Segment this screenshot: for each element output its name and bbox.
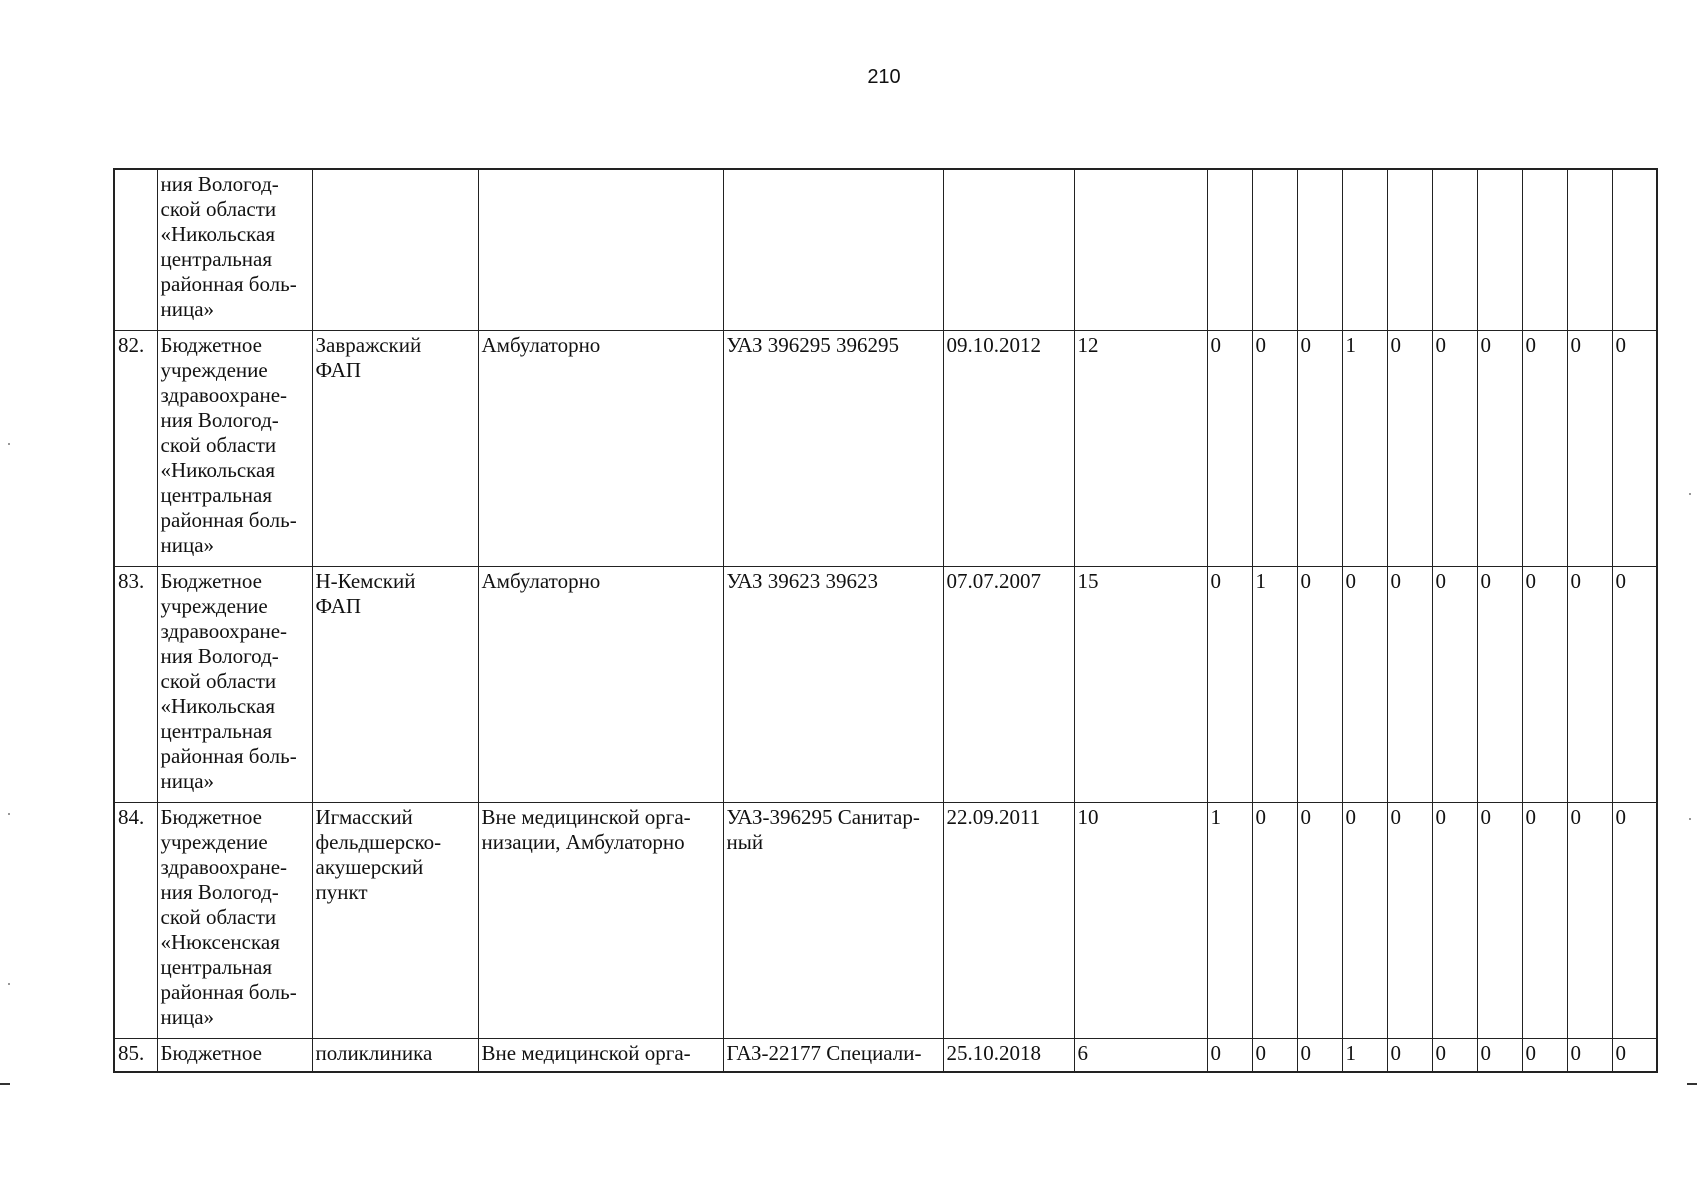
cell-text: 0 [1390,805,1401,829]
row-number-cell [114,331,157,567]
flag-cell-7 [1477,803,1522,1039]
flag-cell-1 [1207,803,1252,1039]
flag-cell-2 [1252,169,1297,331]
cell-text: 0 [1255,333,1266,357]
flag-cell-10 [1612,169,1657,331]
flag-cell-6 [1432,169,1477,331]
vehicle-register-table [113,168,1658,1073]
cell-text: 0 [1300,1041,1311,1065]
date-cell [943,1039,1074,1073]
flag-cell-6 [1432,803,1477,1039]
flag-cell-10 [1612,567,1657,803]
cell-text: 07.07.2007 [946,569,1041,593]
cell-text: 22.09.2011 [946,805,1041,829]
row-number-cell [114,1039,157,1073]
flag-cell-2 [1252,567,1297,803]
flag-cell-6 [1432,331,1477,567]
flag-cell-10 [1612,331,1657,567]
table-body [114,169,1657,1072]
institution-cell [157,567,312,803]
cell-text: 0 [1390,1041,1401,1065]
flag-cell-4 [1342,169,1387,331]
vehicle-cell [723,169,943,331]
cell-text: 83. [118,569,145,593]
cell-text: 85. [118,1041,145,1065]
institution-cell [157,169,312,331]
age-cell [1074,169,1207,331]
flag-cell-4 [1342,331,1387,567]
cell-text: 0 [1300,333,1311,357]
cell-text: 0 [1390,569,1401,593]
flag-cell-6 [1432,1039,1477,1073]
cell-text: Вне медицинской орга- [481,1041,691,1065]
cell-text: 0 [1615,333,1626,357]
date-cell [943,567,1074,803]
flag-cell-1 [1207,331,1252,567]
flag-cell-10 [1612,803,1657,1039]
flag-cell-5 [1387,331,1432,567]
usage-cell [478,803,723,1039]
table-row [114,169,1657,331]
cell-text: ния Вологод- ской области «Никольская центральная районная боль- ница» [160,172,297,321]
flag-cell-8 [1522,567,1567,803]
table-row [114,1039,1657,1073]
cell-text: 0 [1435,569,1446,593]
flag-cell-7 [1477,169,1522,331]
cell-text: 0 [1615,569,1626,593]
cell-text: 1 [1255,569,1266,593]
flag-cell-3 [1297,567,1342,803]
page-number: 210 [867,66,901,88]
cell-text: Амбулаторно [481,569,601,593]
vehicle-cell [723,567,943,803]
flag-cell-3 [1297,1039,1342,1073]
flag-cell-4 [1342,803,1387,1039]
cell-text: 0 [1570,1041,1581,1065]
cell-text: 0 [1480,333,1491,357]
margin-rule [0,1083,10,1085]
usage-cell [478,169,723,331]
cell-text: 0 [1570,333,1581,357]
flag-cell-1 [1207,567,1252,803]
cell-text: 0 [1525,1041,1536,1065]
table-row [114,567,1657,803]
unit-cell [312,803,478,1039]
date-cell [943,803,1074,1039]
date-cell [943,169,1074,331]
cell-text: 82. [118,333,145,357]
flag-cell-2 [1252,803,1297,1039]
cell-text: 84. [118,805,145,829]
cell-text: 0 [1435,805,1446,829]
table-row [114,331,1657,567]
cell-text: 0 [1210,333,1221,357]
flag-cell-9 [1567,331,1612,567]
flag-cell-9 [1567,803,1612,1039]
age-cell [1074,567,1207,803]
institution-cell [157,331,312,567]
cell-text: 0 [1255,1041,1266,1065]
cell-text: Завражский ФАП [315,333,422,382]
flag-cell-10 [1612,1039,1657,1073]
flag-cell-5 [1387,1039,1432,1073]
flag-cell-8 [1522,169,1567,331]
flag-cell-3 [1297,331,1342,567]
cell-text: 12 [1077,333,1099,357]
flag-cell-9 [1567,169,1612,331]
unit-cell [312,567,478,803]
cell-text: 1 [1345,333,1356,357]
cell-text: 0 [1615,1041,1626,1065]
cell-text: поликлиника [315,1041,433,1065]
row-number-cell [114,169,157,331]
scan-speck [8,983,10,985]
cell-text: Игмасский фельдшерско- акушерский пункт [315,805,442,904]
age-cell [1074,803,1207,1039]
cell-text: УАЗ-396295 Санитар- ный [726,805,920,854]
flag-cell-4 [1342,567,1387,803]
flag-cell-1 [1207,1039,1252,1073]
cell-text: 6 [1077,1041,1088,1065]
cell-text: Амбулаторно [481,333,601,357]
row-number-cell [114,803,157,1039]
cell-text: 10 [1077,805,1099,829]
cell-text: 25.10.2018 [946,1041,1041,1065]
cell-text: Н-Кемский ФАП [315,569,416,618]
flag-cell-3 [1297,803,1342,1039]
unit-cell [312,169,478,331]
scan-speck [1689,818,1691,820]
usage-cell [478,331,723,567]
date-cell [943,331,1074,567]
cell-text: 0 [1570,805,1581,829]
cell-text: ГАЗ-22177 Специали- [726,1041,922,1065]
cell-text: 0 [1435,333,1446,357]
scan-speck [8,443,10,445]
flag-cell-5 [1387,567,1432,803]
vehicle-cell [723,331,943,567]
margin-rule [1687,1083,1697,1085]
flag-cell-2 [1252,1039,1297,1073]
usage-cell [478,1039,723,1073]
flag-cell-7 [1477,567,1522,803]
cell-text: 0 [1480,569,1491,593]
cell-text: 0 [1570,569,1581,593]
cell-text: 0 [1345,805,1356,829]
cell-text: 1 [1210,805,1221,829]
age-cell [1074,331,1207,567]
row-number-cell [114,567,157,803]
cell-text: 0 [1525,569,1536,593]
cell-text: 0 [1210,1041,1221,1065]
cell-text: 0 [1525,805,1536,829]
cell-text: 15 [1077,569,1099,593]
cell-text: Бюджетное учреждение здравоохране- ния Вологод- ской области «Никольская центральная районная боль- ница» [160,333,297,557]
flag-cell-9 [1567,567,1612,803]
cell-text: 0 [1210,569,1221,593]
cell-text: УАЗ 396295 396295 [726,333,900,357]
flag-cell-2 [1252,331,1297,567]
cell-text: 0 [1300,805,1311,829]
cell-text: Бюджетное учреждение здравоохране- ния Вологод- ской области «Нюксенская центральная районная боль- ница» [160,805,297,1029]
flag-cell-4 [1342,1039,1387,1073]
table-row [114,803,1657,1039]
flag-cell-8 [1522,1039,1567,1073]
cell-text: УАЗ 39623 39623 [726,569,879,593]
cell-text: Бюджетное [160,1041,262,1065]
cell-text: 0 [1480,1041,1491,1065]
usage-cell [478,567,723,803]
flag-cell-7 [1477,331,1522,567]
flag-cell-8 [1522,803,1567,1039]
cell-text: Вне медицинской орга- низации, Амбулаторно [481,805,691,854]
flag-cell-1 [1207,169,1252,331]
scan-speck [1689,493,1691,495]
cell-text: 0 [1615,805,1626,829]
cell-text: 0 [1435,1041,1446,1065]
vehicle-cell [723,1039,943,1073]
flag-cell-3 [1297,169,1342,331]
cell-text: 09.10.2012 [946,333,1041,357]
cell-text: 0 [1255,805,1266,829]
cell-text: 0 [1525,333,1536,357]
flag-cell-6 [1432,567,1477,803]
cell-text: 0 [1390,333,1401,357]
institution-cell [157,1039,312,1073]
cell-text: 0 [1345,569,1356,593]
cell-text: 0 [1480,805,1491,829]
flag-cell-7 [1477,1039,1522,1073]
institution-cell [157,803,312,1039]
age-cell [1074,1039,1207,1073]
flag-cell-9 [1567,1039,1612,1073]
flag-cell-5 [1387,803,1432,1039]
cell-text: 0 [1300,569,1311,593]
unit-cell [312,331,478,567]
unit-cell [312,1039,478,1073]
flag-cell-5 [1387,169,1432,331]
flag-cell-8 [1522,331,1567,567]
cell-text: 1 [1345,1041,1356,1065]
cell-text: Бюджетное учреждение здравоохране- ния Вологод- ской области «Никольская центральная районная боль- ница» [160,569,297,793]
scan-speck [8,813,10,815]
vehicle-cell [723,803,943,1039]
